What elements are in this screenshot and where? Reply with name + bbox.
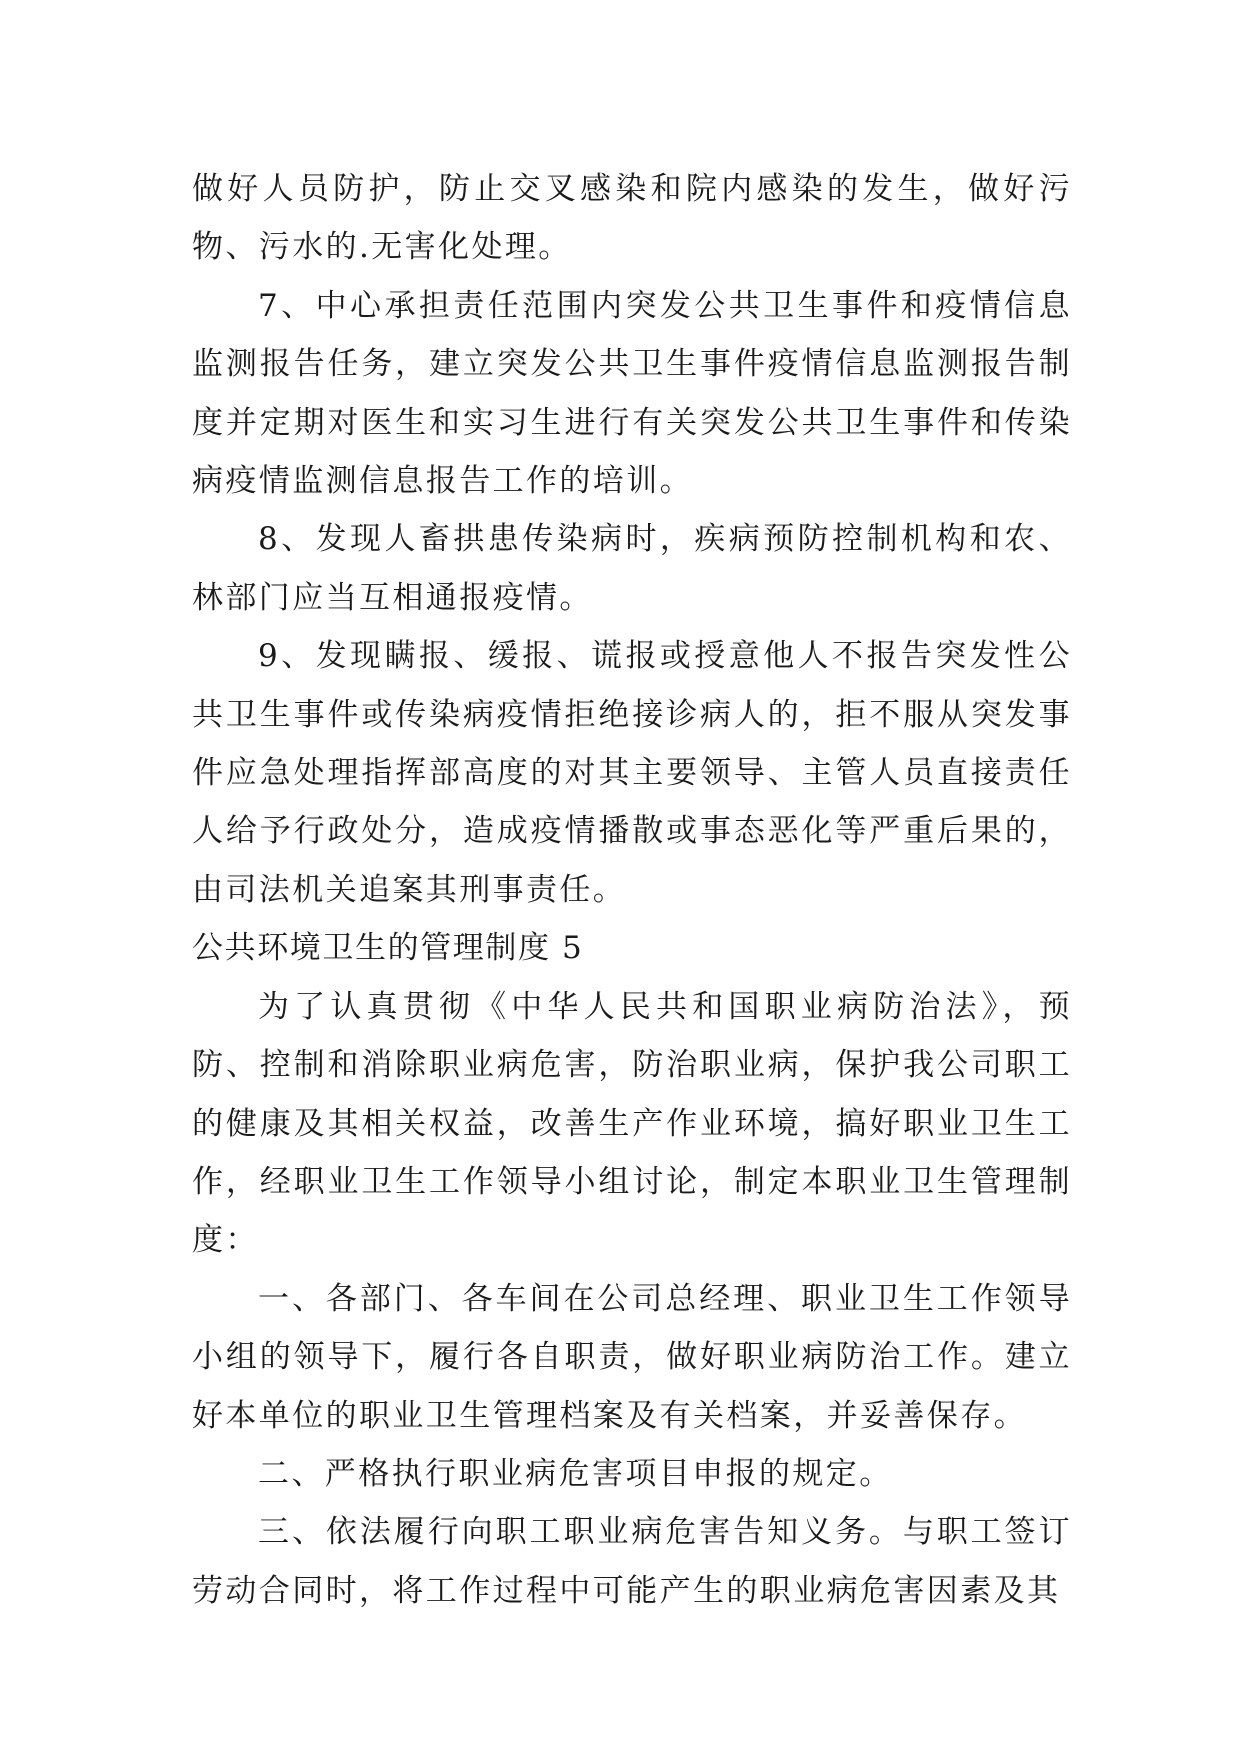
- paragraph-item-7: 7、中心承担责任范围内突发公共卫生事件和疫情信息监测报告任务，建立突发公共卫生事件疫情信息监测报告制度并定期对医生和实习生进行有关突发公共卫生事件和传染病疫情监测信息报告工作的培训。: [192, 287, 1072, 500]
- paragraph-item-9: 9、发现瞒报、缓报、谎报或授意他人不报告突发性公共卫生事件或传染病疫情拒绝接诊病人的，拒不服从突发事件应急处理指挥部高度的对其主要领导、主管人员直接责任人给予行政处分，造成疫情播散或事态恶化等严重后果的，由司法机关追案其刑事责任。: [192, 638, 1072, 908]
- document-body: [192, 160, 1072, 1620]
- section-rule-3: 三、依法履行向职工职业病危害告知义务。与职工签订劳动合同时，将工作过程中可能产生的职业病危害因素及其: [192, 1514, 1072, 1609]
- paragraph-item-8: 8、发现人畜拱患传染病时，疾病预防控制机构和农、林部门应当互相通报疫情。: [192, 521, 1072, 616]
- section-rule-1: 一、各部门、各车间在公司总经理、职业卫生工作领导小组的领导下，履行各自职责，做好职业病防治工作。建立好本单位的职业卫生管理档案及有关档案，并妥善保存。: [192, 1280, 1072, 1434]
- section-title: 公共环境卫生的管理制度 5: [192, 930, 584, 967]
- section-rule-2: 二、严格执行职业病危害项目申报的规定。: [258, 1455, 893, 1492]
- paragraph-continuation: 做好人员防护，防止交叉感染和院内感染的发生，做好污物、污水的.无害化处理。: [192, 171, 1072, 266]
- section-intro-paragraph: 为了认真贯彻《中华人民共和国职业病防治法》，预防、控制和消除职业病危害，防治职业病，保护我公司职工的健康及其相关权益，改善生产作业环境，搞好职业卫生工作，经职业卫生工作领导小组讨论，制定本职业卫生管理制度：: [192, 988, 1072, 1259]
